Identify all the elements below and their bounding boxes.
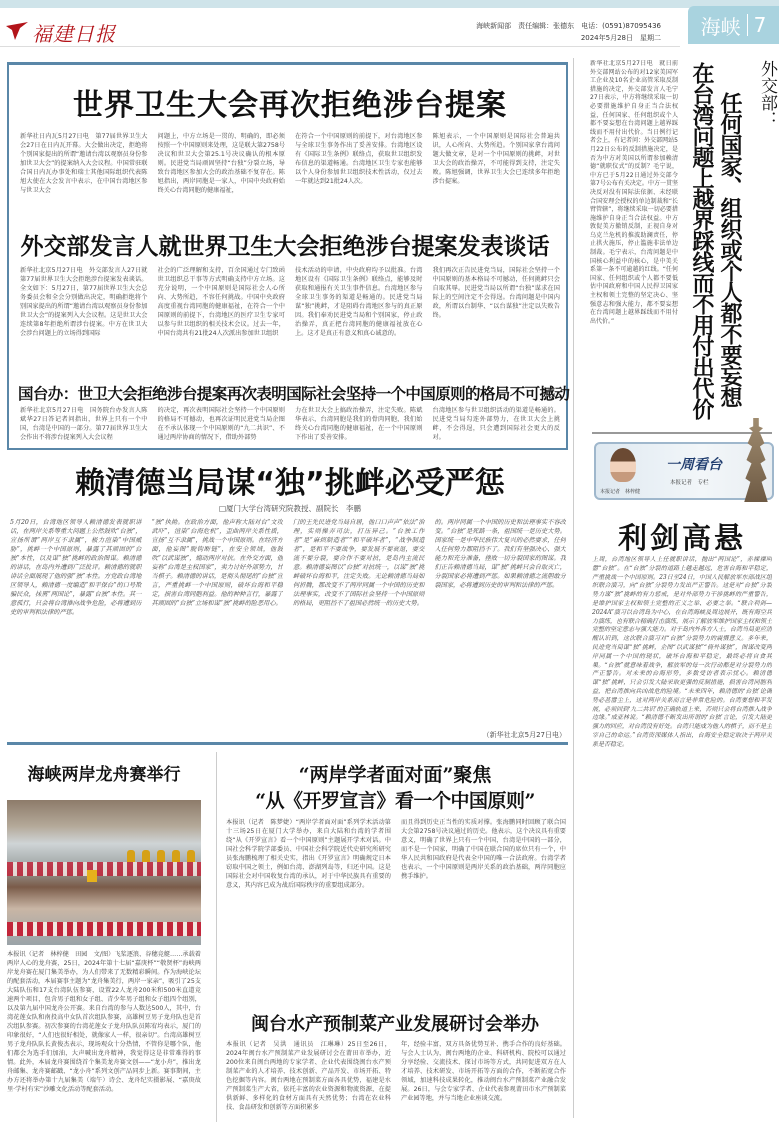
- rower: [187, 850, 195, 862]
- article1-col: 陈旭表示，一个中国原则是国际社会普遍共识，人心所向、大势所趋。个别国家拿台湾问题大做文章，是对一个中国原则的挑衅，对世卫大会的政治操弄，不可能得到支持，注定失败。陈旭强调，世界卫生大会已连续多年拒绝涉台提案。: [432, 133, 560, 185]
- masthead: [0, 8, 779, 46]
- sidebar-rule: [592, 432, 772, 434]
- article1-col: 在符合一个中国原则的前提下，对台湾地区参与全球卫生事务作出了妥善安排。台湾地区设有《国际卫生条例》联络点，获取世卫组织发布信息的渠道畅通。台湾地区卫生专家也能够以个人身份参加世卫组织技术性活动，仅过去一年就达到21批24人次。: [295, 133, 423, 185]
- page-number: 7: [753, 13, 767, 37]
- article3-col: 台湾地区参与世卫组织活动的渠道是畅通的。民进党当局勾连外部势力，在世卫大会上挑衅，不会得逞，只会遭到国际社会更大的反对。: [432, 407, 560, 441]
- article2-col: 新华社北京5月27日电 外交部发言人27日就第77届世界卫生大会拒绝涉台提案发表谈话。全文如下：5月27日，第77届世界卫生大会总务委员会和全会分别做出决定，明确拒绝将个别国家提出的所谓“邀请台湾以观察员身份参加世卫大会”的提案列入大会议程。这是世卫大会连续第8年拒绝所谓涉台提案。中方在世卫大会涉台问题上的立场得到国际: [20, 267, 148, 337]
- weekly-column-banner: [594, 442, 774, 500]
- article6-col: 而且得到历史正当性的实质对撑。张海鹏同时回顾了联合国大会第2758号决议通过的历史。他表示，这个决议具有重要意义，明确了世界上只有一个中国，台湾是中国的一部分，而不是一个国家，明确了中国在联合国的席位只有一个，中华人民共和国政府是代表全中国的唯一合法政府。台湾学者也表示，一个中国原则是两岸关系的政治基础，两岸同胞应携手维护。: [401, 819, 566, 880]
- banner-subtitle: 本报记者 专栏: [670, 480, 709, 486]
- rower: [157, 850, 165, 862]
- article4-col: 门的王先民进党当局自居，他口口声声“依法”治理，实则操弄司法，打压异己。“台独工作者”是“麻烦制造者”“和平破坏者”，“战争制造者”，是和平不要战争，要发展不要衰退，要交流不要分裂，要合作不要对抗，是岛内主流民意。赖清德妄图以“台独”对抗统一，以谋“独”挑衅破坏台海和平，注定失败。无论赖清德当局如何折腾，都改变不了两岸同属一个中国的历史和法理事实，改变不了国际社会坚持一个中国原则的格局，更阻挡不了祖国必然统一的历史大势。: [293, 519, 425, 607]
- article3-col: 力在世卫大会上搞政治操弄，注定失败。陈斌华表示，台湾同胞是我们的骨肉同胞，我们始终关心台湾同胞的健康福祉，在一个中国原则下作出了妥善安排。: [295, 407, 423, 441]
- rower: [127, 850, 135, 862]
- editor-info: 海峡新闻部 责任编辑：张德东 电话：(0591)87095436: [476, 22, 661, 30]
- article2-col: 技术活动的申请，中央政府均予以批准。台湾地区设有《国际卫生条例》联络点，能够及时获取和通报有关卫生事件信息。台湾地区参与全球卫生事务的渠道是畅通的。民进党当局谋“独”挑衅，才是阻碍台湾地区参与的真正原因。我们奉劝民进党当局和个别国家，停止政治操弄，真正把台湾同胞的健康福祉放在心上。这才是真正有意义和真心诚意的。: [295, 267, 423, 337]
- top-color-bar: [0, 0, 779, 8]
- article6-body: [226, 818, 566, 998]
- column-divider: [216, 752, 217, 1122]
- article2-title: 外交部发言人就世界卫生大会拒绝涉台提案发表谈话: [20, 233, 550, 260]
- article7-col: 年，经验丰富，双方具备优势互补、携手合作的良好基础。与会人士认为，闽台两地的企业、科研机构、院校可以通过分享经验、交流技术、探讨市场等方式，共同促进双方在人才培养、技术研发、市场开拓等方面的合作，不断拓宽合作领域，加速科技成果转化，推动闽台水产预制菜产业融合发展。26日，与会专家学者、企业代表参观莆田市水产预制菜产业园等地，并与当地企业座谈交流。: [401, 1041, 566, 1102]
- article3-col: 的决定，再次表明国际社会坚持一个中国原则的格局不可撼动，也再次证明民进党当局企图在不承认体现一个中国原则的“九二共识”、不通过两岸协商的情况下，借助外部势: [157, 407, 285, 441]
- column-body: 上周，台湾地区领导人上任就职讲话，抛出“两国论”，赤裸裸叫嚣“台独”。在“台独”分裂的道路上越走越远，危害台海和平稳定，严重挑战一个中国原则。23日至24日，中国人民解放军东部战区组织联合演习，向“台独”分裂势力发出严正警告。这是对“台独”分裂势力谋“独”挑衅的有力惩戒，是对外部势力干涉挑衅的严重警告，是维护国家主权和领土完整的正义之举、必要之举。“联合利剑—2024A”演习以台湾岛为中心，在台湾海峡及周边展开，既有海空兵力演练，也有联合精确打击演练，展示了解放军维护国家主权和领土完整的坚定意志与强大能力。对于岛内外各方人士，台湾当局更应清醒认识到，这次联合演习对“台独”分裂势力的震慑意义。多年来，民进党当局谋“独”挑衅，企图“以武谋独”“倚外谋独”，图谋改变两岸同属一个中国的现状，破坏台海和平稳定，最终必将自食其果。“台独”就意味着战争，解放军的每一次行动都是对分裂势力的严正警告。对未来的台海形势，多数受访者表示忧心。赖清德谋“独”挑衅，只会引发大陆采取更强的反制措施，损害台湾同胞利益，把台湾推向兵凶战危的险境。“未来四年，赖清德的‘台独’论调势必甚嚣尘上，这对两岸关系而言是非常危险的。台湾要想和平发展，必须回到‘九二共识’的正确轨道上来，否则只会将台湾推入战争边缘。”成亚林说。“赖清德不断发出所谓的‘台独’言论，引发大陆更强力的回应，对台湾没有好处。台湾只能成为他人的棋子，而不是主宰自己的命运。”台湾资深媒体人指出，台海安全稳定取决于两岸关系是否稳定。: [592, 556, 772, 748]
- article7-title: 闽台水产预制菜产业发展研讨会举办: [251, 1014, 539, 1035]
- article6-title-line2: “从《开罗宣言》看一个中国原则”: [255, 790, 535, 812]
- sidebar-kicker: 外交部：: [757, 60, 777, 128]
- newspaper-logo-text: 福建日报: [32, 22, 116, 46]
- dragon-boat-photo: [7, 800, 201, 945]
- article7-col: 本报讯（记者 吴洪 通讯员 江琳琳）25日至26日，2024年闽台水产预制菜产业发展研讨会在莆田市举办，近200位来自闽台两地的专家学者、企业代表围绕闽台水产预制菜产业的人才培养、技术创新、产品开发、市场开拓、特色挖掘等内容。闽台两地在预制菜方面各具优势，福建是水产预制菜生产大省，依托丰富的农业资源和物流资源，在提供新鲜、多样化的食材方面具有天然优势；台湾在农业科技、食品研发和创新等方面积累多: [226, 1041, 391, 1111]
- right-column-divider: [573, 58, 574, 1118]
- article4-body: [10, 518, 566, 728]
- article1-col: 新华社日内瓦5月27日电 第77届世界卫生大会27日在日内瓦开幕。大会做出决定，拒绝将个别国家提出的所谓“邀请台湾以观察员身份参加世卫大会”的提案纳入大会议程。中国常驻联合国日内瓦办事处和瑞士其他国际组织代表陈旭大使在大会发言中表示，在中国台湾地区参与世卫大会: [20, 133, 148, 194]
- masthead-rule: [0, 46, 680, 47]
- article1-body: [20, 132, 560, 220]
- article3-col: 新华社北京5月27日电 国务院台办发言人陈斌华27日答记者问指出，世界上只有一个中国，台湾是中国的一部分。第77届世界卫生大会作出不将涉台提案列入大会议程: [20, 407, 148, 441]
- rower: [172, 850, 180, 862]
- article6-title-line1: “两岸学者面对面”聚焦: [298, 764, 492, 786]
- dragon-boat: [7, 862, 201, 876]
- section-separator: [747, 14, 748, 36]
- sidebar-body: 新华社北京5月27日电 就日前外交部网站公布的对12家美国军工企业及10名企业高管采取反制措施的决定，外交部发言人毛宁27日表示，中方将继续采取一切必要措施维护自身正当合法权益，任何国家、任何组织或个人都不要妄想在台湾问题上越界踩线而不用付出代价。当日例行记者会上，有记者问：外交部网站5月22日公布的反制措施决定，是否为中方对美国以所谓参加赖清德“就职仪式”的反制？毛宁说，中方已于5月22日通过外交部令第7号公布有关决定。中方一贯坚决反对没有国际法依据、未经联合国安理会授权的单边制裁和“长臂管辖”，将继续采取一切必要措施维护自身正当合法权益。中方敦促美方撤销反制，正视自身对乌克兰危机的推波助澜责任，停止拱火施压，停止滥施非法单边制裁。毛宁表示，台湾问题是中国核心利益中的核心，是中美关系第一条不可逾越的红线。“任何国家、任何组织或个人都不要低估中国政府和中国人民捍卫国家主权和领土完整的坚定决心、坚强意志和强大能力，都不要妄想在台湾问题上越界踩线而不用付出代价。”: [590, 60, 678, 325]
- banner-title: 一周看台: [666, 457, 722, 473]
- column-title: 利剑高悬: [617, 521, 746, 555]
- section-divider: [7, 742, 568, 745]
- section-name: 海峡: [700, 14, 741, 39]
- article4-title: 赖清德当局谋“独”挑衅必受严惩: [75, 466, 505, 501]
- columnist-caption: 本报记者 林梓健: [600, 489, 641, 495]
- columnist-photo: [610, 448, 636, 482]
- article2-col: 我们再次正告民进党当局，国际社会坚持一个中国原则的基本格局不可撼动，任何挑衅只会自取其辱。民进党当局以所谓“台独”谋求在国际上的空间注定不会得逞。台湾问题是中国内政，所谓以台制华、“以台谋独”注定以失败告终。: [432, 267, 560, 319]
- article3-title: 国台办：世卫大会拒绝涉台提案再次表明国际社会坚持一个中国原则的格局不可撼动: [18, 384, 570, 403]
- article4-source: （新华社北京5月27日电）: [482, 731, 566, 739]
- article4-col: “独”执拗。在政治方面，他声称大陆对台“文攻武吓”，渲染“台海危机”，歪曲两岸关系性质，宣扬“互不隶属”，挑战一个中国原则。在经济方面，他妄图“脱钩断链”，在安全领域，他鼓吹“以武谋独”，煽动两岸对抗。在外交方面，他妄称“台湾是主权国家”，卖力讨好外部势力，甘当棋子。赖清德的讲话，是彻头彻尾的“台独”宣言，严重挑衅一个中国原则，破坏台海和平稳定，损害台湾同胞利益。他的种种言行，暴露了其顽固的“台独”立场和谋“独”挑衅的险恶用心。: [151, 519, 283, 607]
- issue-date: 2024年5月28日 星期二: [580, 34, 661, 42]
- article4-col: 5月20日，台湾地区领导人赖清德发表就职讲话，在两岸关系等重大问题上公然鼓吹“台独”，宣扬所谓“两岸互不隶属”，极力渲染“中国威胁”，挑衅一个中国原则，暴露了其顽固的“台独”本性，以及谋“独”挑衅的政治图谋。赖清德的讲话，在岛内外遭到广泛批评。赖清德的就职讲话全面展现了他的强“独”本性。方党政台湾地区领导人，赖清德一度编造“和平保台”的口号欺骗民众，抹黑“两国论”，暴露“台独”本性。其一意孤行，只会将台湾推向战争危险，必将遭到历史的审判和法律的严惩。: [10, 519, 142, 616]
- article4-byline: □厦门大学台湾研究院教授、副院长 李鹏: [218, 504, 362, 513]
- newspaper-logo-icon: [6, 20, 28, 42]
- boat-number-flag: [87, 870, 97, 882]
- article3-body: [20, 406, 560, 442]
- article1-col: 问题上，中方立场是一贯的、明确的，即必须按照一个中国原则来处理，这是联大第2758号决议和世卫大会第25.1号决议确认的根本原则。民进党当局顽固坚持“台独”分裂立场，导致台湾地区参加大会的政治基础不复存在。陈旭指出，两岸同胞是一家人，中国中央政府始终关心台湾同胞的健康福祉，: [157, 133, 285, 194]
- article1-title: 世界卫生大会再次拒绝涉台提案: [73, 88, 507, 123]
- section-tab: [688, 6, 779, 44]
- sidebar-title-line2: 在台湾问题上越界踩线而不用付出代价: [689, 62, 714, 419]
- article2-body: [20, 266, 560, 370]
- dragon-boat: [7, 922, 201, 936]
- article7-body: [226, 1040, 566, 1120]
- article2-col: 社会的广泛理解和支持，百余国通过专门致函世卫组织总干事等方式明确支持中方立场。这充分说明，一个中国原则是国际社会人心所向、大势所趋，不容任何挑战。中国中央政府高度重视台湾同胞的健康福祉，在符合一个中国原则的前提下，台湾地区的医疗卫生专家可以参与世卫组织的相关技术会议。过去一年，中国台湾共有21批24人次派出参加世卫组织: [157, 267, 285, 337]
- article5-body: 本报讯（记者 林梓健 田园 文/图）飞桨逐浪、谷穗竞艇……承载着两岸人心的龙舟赛，25日，2024年第十七届“嘉庚杯”“敬贤杯”海峡两岸龙舟赛在厦门集美举办，为人们带来了无数精彩瞬间。作为海峡论坛的配套活动，本届赛事主题为“龙舟集美行，两岸一家亲”，吸引了25支大陆队伍和17支台湾队伍参赛，设置22人龙舟200米和500米直道竞速两个项目，包含男子组和女子组、青少年男子组和女子组四个组别，以及第九届中国龙舟公开赛。来自台湾的参与人数达500人，其中，台湾花莲女队和南投高中女队首次组队参赛，高雄树豆男子龙舟队也是首次组队参赛。初次参赛的台湾花莲女子龙舟队队员陈宥均表示，厦门的印象很好，“人们也很好相处，就像家人一样，很亲切”。台湾高雄树豆男子龙舟队队长黄俊杰表示，现场观众十分热情，不管你是哪个队，他们都会为选手们加油，大声喊出龙舟精神，我觉得这是非常难得的事情。此外，本届龙舟赛围绕首个集美龙舟赛文创——“龙小舟”，推出龙舟邮集、龙舟赛邮戳、“龙小舟”系列文创产品同步上新。赛事期间，主办方还将举办第十九届集美（端午）诗会、龙舟纪实摄影展、“嘉庚故里·学村有宋”沙雕文化活动等配套活动。: [7, 951, 201, 1093]
- article4-col: 的。两岸同属一个中国的历史和法理事实不容改变。“台独”是死路一条，祖国统一是历史大势。国家统一是中华民族伟大复兴的必然要求，任何人任何势力都阻挡不了。我们有坚强决心、强大能力和充分准备，挫败一切分裂国家的图谋。我们正告赖清德当局，谋“独”挑衅只会自取灭亡，分裂国家必将遭到严惩。如果赖清德之流胆敢分裂国家，必将遭到历史的审判和法律的严惩。: [434, 519, 566, 589]
- article6-col: 本报讯（记者 陈梦婕）“两岸学者面对面”系列学术活动第十三场25日在厦门大学举办，来自大陆和台湾的学者围绕“从《开罗宣言》看一个中国原则”主题展开学术对话。中国社会科学院学部委员、中国社会科学院近代史研究所研究员张海鹏梳理了相关史实，指出《开罗宣言》明确规定日本窃取中国之领土，例如台湾、澎湖列岛等，归还中国。这是国际社会对中国收复台湾的承认，对于中华民族具有重要的意义，其内容已成为战后国际秩序的重要组成部分。: [226, 819, 391, 889]
- sidebar-title-line1: 任何国家、组织或个人都不要妄想: [717, 92, 742, 407]
- rower: [142, 850, 150, 862]
- article5-title: 海峡两岸龙舟赛举行: [27, 765, 181, 785]
